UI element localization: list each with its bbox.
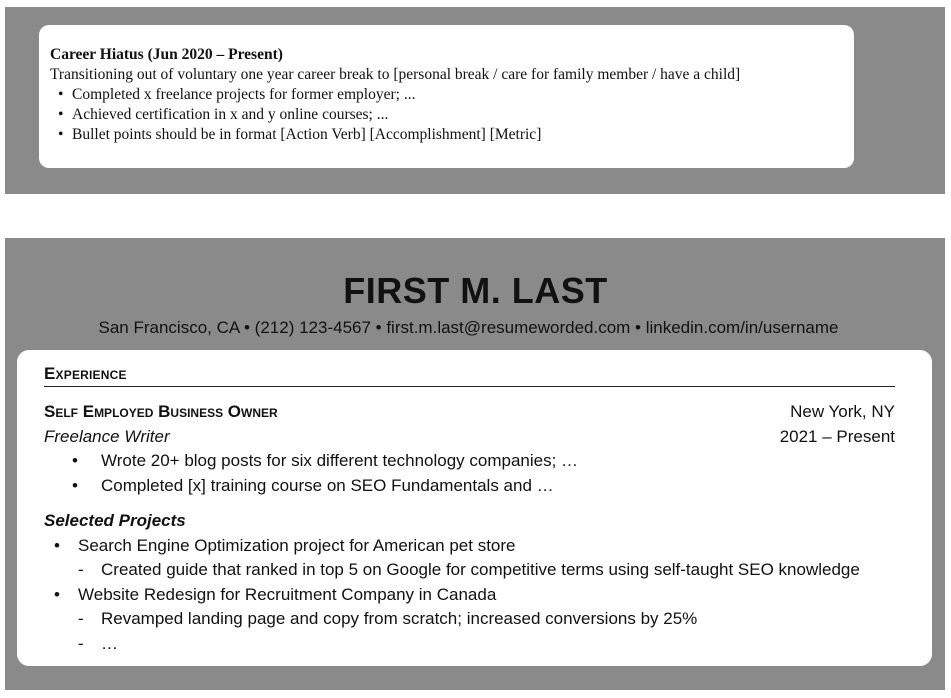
hiatus-title: Career Hiatus (Jun 2020 – Present)	[50, 46, 283, 63]
projects-heading: Selected Projects	[44, 511, 186, 530]
project-detail: - Created guide that ranked in top 5 on Google for competitive terms using self-taught SEO knowledge	[44, 558, 895, 583]
project-item	[44, 534, 895, 583]
project-item	[44, 583, 895, 657]
project-details	[78, 558, 895, 583]
job-title: Self Employed Business Owner	[44, 402, 278, 421]
project-detail: - …	[44, 632, 895, 657]
experience-section-title: Experience	[44, 362, 895, 387]
contact-line: San Francisco, CA • (212) 123-4567 • first.m.last@resumeworded.com • linkedin.com/in/username	[98, 318, 839, 337]
hiatus-bullet: • Achieved certification in x and y online courses; ...	[72, 105, 854, 125]
job-bullets	[44, 449, 895, 498]
project-detail: - Revamped landing page and copy from scratch; increased conversions by 25%	[44, 607, 895, 632]
job-bullet: • Wrote 20+ blog posts for six different technology companies; …	[44, 449, 895, 474]
job-dates: 2021 – Present	[779, 426, 895, 446]
resume-name: FIRST M. LAST	[343, 270, 608, 311]
project-label: Search Engine Optimization project for American pet store	[78, 535, 516, 555]
job-location: New York, NY	[790, 402, 895, 421]
job-header-row	[44, 400, 895, 425]
job-role: Freelance Writer	[44, 426, 170, 446]
job-bullet: • Completed [x] training course on SEO Fundamentals and …	[44, 474, 895, 499]
resume-content	[44, 350, 895, 656]
hiatus-bullet: • Completed x freelance projects for former employer; ...	[72, 85, 854, 105]
hiatus-bullets	[50, 85, 854, 145]
hiatus-description: Transitioning out of voluntary one year career break to [personal break / care for family member / have a child]	[50, 66, 741, 83]
hiatus-bullet: • Bullet points should be in format [Action Verb] [Accomplishment] [Metric]	[72, 125, 854, 145]
project-label: Website Redesign for Recruitment Company in Canada	[78, 584, 497, 604]
project-details	[78, 607, 895, 656]
career-hiatus-card	[39, 25, 854, 168]
projects-list	[44, 534, 895, 657]
job-role-row	[44, 425, 895, 450]
